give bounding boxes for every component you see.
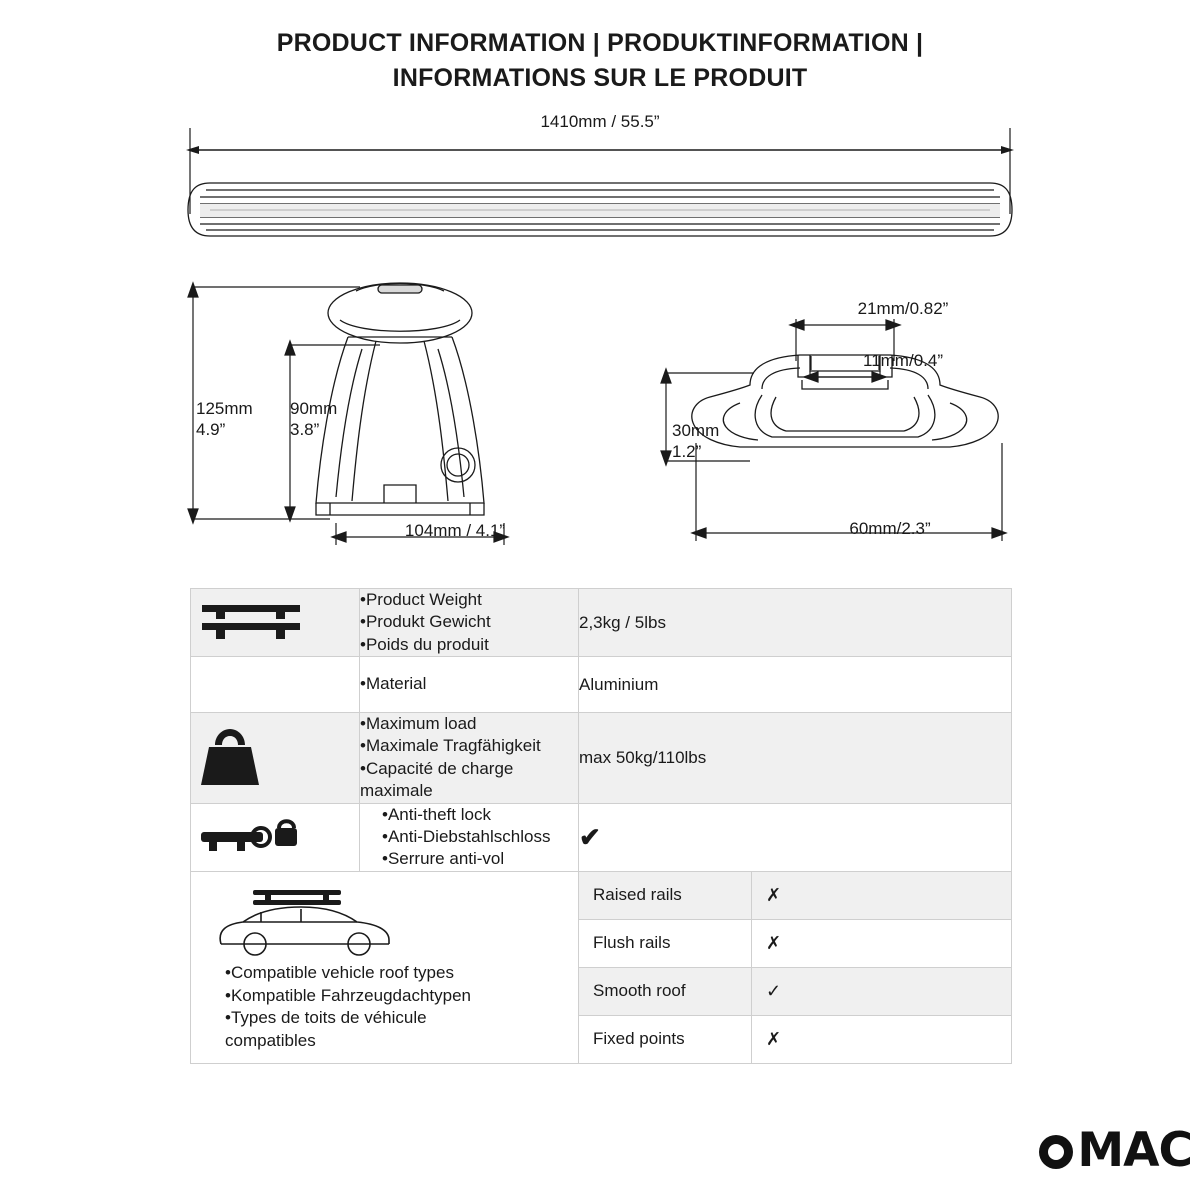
roof-types-label-fr: •Types de toits de véhicule xyxy=(225,1008,427,1028)
vehicle-roof-types-label xyxy=(191,962,578,1052)
table-row xyxy=(191,803,1012,871)
weight-label-fr: •Poids du produit xyxy=(360,634,489,654)
antitheft-label-fr: •Serrure anti-vol xyxy=(382,849,505,869)
table-row xyxy=(191,712,1012,803)
roof-type-name-flush-rails: Flush rails xyxy=(579,919,752,967)
roof-type-mark-flush-rails: ✗ xyxy=(752,919,1012,967)
omac-o-ring-icon xyxy=(1039,1135,1073,1169)
antitheft-label-de: •Anti-Diebstahlschloss xyxy=(382,826,551,846)
foot-width-label: 104mm / 4.1” xyxy=(404,521,506,540)
profile-width-label: 60mm/2.3” xyxy=(849,519,931,538)
foot-total-height-mm: 125mm xyxy=(196,399,253,418)
brand-logo xyxy=(1039,1123,1192,1178)
weight-label-cell xyxy=(360,589,579,657)
roof-types-subtable-cell xyxy=(579,871,1012,1063)
table-row xyxy=(191,871,1012,1063)
page-title xyxy=(0,26,1200,95)
bar-length-dimension-arrow xyxy=(186,144,1014,156)
antitheft-value: ✔ xyxy=(579,803,1012,871)
profile-top-width-label: 21mm/0.82” xyxy=(857,299,949,318)
roof-type-mark-raised-rails: ✗ xyxy=(752,872,1012,920)
roof-type-name-fixed-points: Fixed points xyxy=(579,1015,752,1063)
material-icon-cell xyxy=(191,657,360,712)
antitheft-label-cell xyxy=(360,803,579,871)
weight-label-de: •Produkt Gewicht xyxy=(360,612,491,632)
roof-type-mark-smooth-roof: ✓ xyxy=(752,967,1012,1015)
maxload-label-fr: •Capacité de charge maximale xyxy=(360,758,514,801)
bar-length-dimension-label: 1410mm / 55.5” xyxy=(540,112,660,131)
foot-total-height-label xyxy=(196,398,286,441)
page-title-line-2: INFORMATIONS SUR LE PRODUIT xyxy=(392,63,808,92)
roof-types-label-en: •Compatible vehicle roof types xyxy=(225,963,454,983)
page-title-line-1: PRODUCT INFORMATION | PRODUKTINFORMATION | xyxy=(276,29,924,57)
profile-height-mm: 30mm xyxy=(672,421,720,440)
antitheft-label-en: •Anti-theft lock xyxy=(382,804,491,824)
maxload-label-cell xyxy=(360,712,579,803)
lock-key-icon xyxy=(191,803,360,871)
profile-slot-width-label: 11mm/0.4” xyxy=(863,351,943,370)
foot-total-height-in: 4.9” xyxy=(196,420,226,440)
maxload-value: max 50kg/110lbs xyxy=(579,712,1012,803)
roof-type-name-raised-rails: Raised rails xyxy=(579,872,752,920)
car-with-rack-icon xyxy=(191,882,578,962)
table-row xyxy=(191,589,1012,657)
roof-types-label-fr-2: compatibles xyxy=(225,1030,316,1050)
material-label: •Material xyxy=(360,657,579,712)
table-row xyxy=(579,872,1011,920)
table-row xyxy=(579,1015,1011,1063)
weight-label-en: •Product Weight xyxy=(360,590,482,609)
foot-inner-height-in: 3.8” xyxy=(290,420,320,440)
foot-inner-height-label xyxy=(290,398,370,441)
table-row xyxy=(191,657,1012,712)
table-row xyxy=(579,919,1011,967)
roof-type-mark-fixed-points: ✗ xyxy=(752,1015,1012,1063)
material-value: Aluminium xyxy=(579,657,1012,712)
weight-value: 2,3kg / 5lbs xyxy=(579,589,1012,657)
vehicle-roof-types-cell xyxy=(191,871,579,1063)
maxload-label-en: •Maximum load xyxy=(360,713,477,733)
profile-height-in: 1.2” xyxy=(672,442,702,462)
profile-height-label xyxy=(672,420,762,463)
brand-name: MAC xyxy=(1077,1123,1192,1178)
foot-inner-height-mm: 90mm xyxy=(290,399,338,418)
table-row xyxy=(579,967,1011,1015)
roof-bars-icon xyxy=(191,589,360,657)
roof-types-label-de: •Kompatible Fahrzeugdachtypen xyxy=(225,985,471,1005)
roof-types-table xyxy=(579,872,1011,1063)
specification-table xyxy=(190,588,1012,1064)
roof-type-name-smooth-roof: Smooth roof xyxy=(579,967,752,1015)
crossbar-side-view-drawing xyxy=(170,170,1030,250)
weight-icon xyxy=(191,712,360,803)
maxload-label-de: •Maximale Tragfähigkeit xyxy=(360,736,541,756)
